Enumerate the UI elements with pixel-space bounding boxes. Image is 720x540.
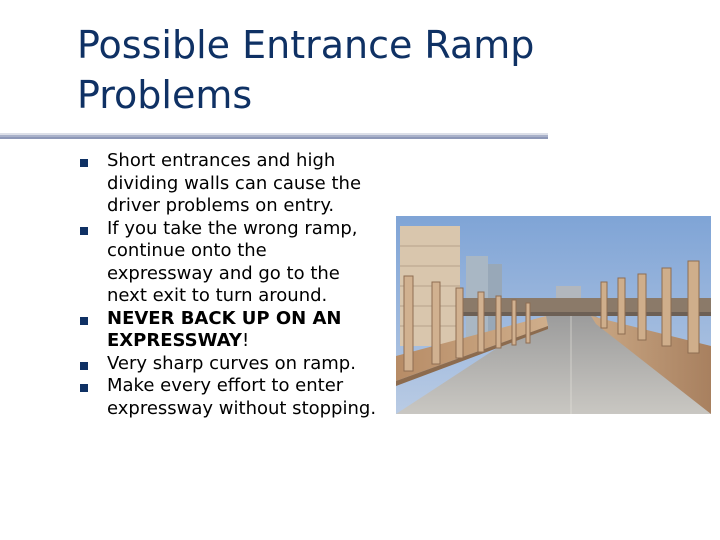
square-bullet-icon xyxy=(80,227,88,235)
square-bullet-icon xyxy=(80,384,88,392)
bullet-trailing-text: ! xyxy=(241,330,250,351)
bullet-text: If you take the wrong ramp, continue onto the expressway and go to the next exit to turn around. xyxy=(107,217,358,306)
bullet-item xyxy=(78,353,378,376)
bullet-item xyxy=(78,375,378,420)
bullet-list xyxy=(78,150,378,420)
bullet-text: Very sharp curves on ramp. xyxy=(107,352,356,374)
square-bullet-icon xyxy=(80,317,88,325)
overpass xyxy=(456,298,711,312)
bullet-item xyxy=(78,150,378,218)
bullet-bold-text: NEVER BACK UP ON AN EXPRESSWAY xyxy=(107,307,342,351)
slide-title: Possible Entrance Ramp Problems xyxy=(77,23,535,117)
bullet-text: Short entrances and high dividing walls can cause the driver problems on entry. xyxy=(107,150,362,216)
square-bullet-icon xyxy=(80,362,88,370)
square-bullet-icon xyxy=(80,159,88,167)
expressway-ramp-photo xyxy=(396,216,711,414)
bullet-item xyxy=(78,308,378,353)
bullet-text: Make every effort to enter expressway without stopping. xyxy=(107,375,377,419)
title-divider xyxy=(0,133,548,139)
bullet-item xyxy=(78,218,378,308)
